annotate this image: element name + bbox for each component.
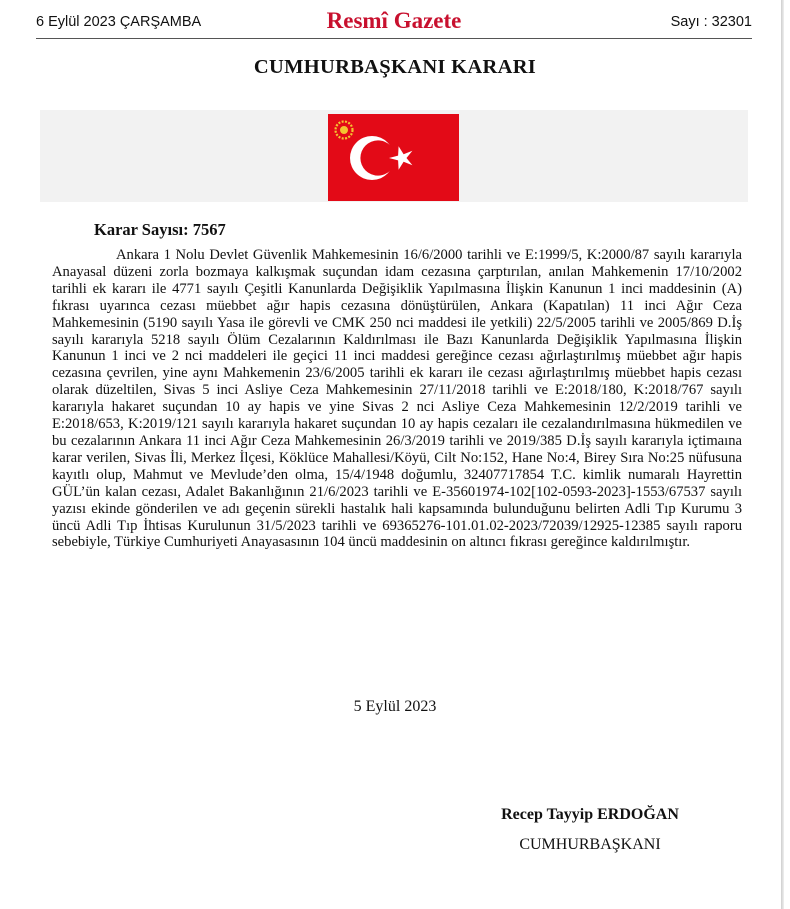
decision-date: 5 Eylül 2023 [353, 698, 437, 715]
decision-number: Karar Sayısı: 7567 [94, 220, 226, 239]
document-title: CUMHURBAŞKANI KARARI [253, 56, 537, 78]
turkish-flag-icon [328, 114, 459, 201]
page-edge-shadow [781, 0, 784, 909]
gazette-header [36, 8, 752, 39]
decision-body: Ankara 1 Nolu Devlet Güvenlik Mahkemesinin 16/6/2000 tarihli ve E:1999/5, K:2000/87 sayılı kararıyla Anayasal düzeni zorla bozmaya kalkışmak suçundan idam cezasına çarptırılan, anılan Mahkemenin 17/10/2002 tarihli ek kararı ile 4771 sayılı Çeşitli Kanunlarda Değişiklik Yapılmasına İlişkin Kanunun 1 inci maddesinin (A) fıkrası uyarınca cezası müebbet ağır hapis cezasına dönüştürülen, Ankara (Kapatılan) 11 inci Ağır Ceza Mahkemesinin (5190 sayılı Yasa ile görevli ve CMK 250 nci maddesi ile yetkili) 22/5/2005 tarihli ve 2005/869 D.İş sayılı kararıyla 5218 sayılı Ölüm Cezalarının Kaldırılması ile Bazı Kanunlarda Değişiklik Yapılmasına İlişkin Kanunun 1 inci ve 2 nci maddeleri ile geçici 11 inci maddesi gereğince cezası ağırlaştırılmış müebbet ağır hapis cezasına çevrilen, yine aynı Mahkemenin 23/6/2005 tarihli ek kararı ile cezası ağırlaştırılmış müebbet hapis cezası olarak düzeltilen, Sivas 5 inci Asliye Ceza Mahkemesinin 27/11/2018 tarihli ve E:2018/180, K:2018/767 sayılı kararıyla hakaret suçundan 10 ay hapis ve yine Sivas 2 nci Asliye Ceza Mahkemesinin 12/2/2019 tarihli ve E:2018/653, K:2019/121 sayılı kararıyla hakaret suçundan 10 ay hapis cezaları ile cezalandırılmasına hükmedilen ve bu cezalarının Ankara 11 inci Ağır Ceza Mahkemesinin 26/3/2019 tarihli ve 2019/385 D.İş sayılı kararıyla içtimaına karar verilen, Sivas İli, Merkez İlçesi, Köklüce Mahallesi/Köyü, Cilt No:152, Hane No:4, Birey Sıra No:25 nüfusuna kayıtlı olup, Mahmut ve Mevlude’den olma, 15/4/1948 doğumlu, 32407717854 T.C. kimlik numaralı Hayrettin GÜL’ün kalan cezası, Adalet Bakanlığının 21/6/2023 tarihli ve E-35601974-102[102-0593-2023]-1553/67537 sayılı yazısı ekinde gönderilen ve adı geçenin sürekli hastalık hali kapsamında bulunduğunu belirten Adli Tıp Kurumu 3 üncü Adli Tıp İhtisas Kurulunun 31/5/2023 tarihli ve 69365276-101.01.02-2023/72039/12925-12385 sayılı raporu sebebiyle, Türkiye Cumhuriyeti Anayasasının 104 üncü maddesinin on altıncı fıkrası gereğince kaldırılmıştır. [52, 247, 742, 551]
gazette-name: Resmî Gazete [326, 8, 462, 33]
header-date: 6 Eylül 2023 ÇARŞAMBA [36, 14, 202, 30]
signatory-title: CUMHURBAŞKANI [519, 836, 661, 853]
signatory-name: Recep Tayyip ERDOĞAN [501, 806, 679, 823]
issue-number: Sayı : 32301 [670, 14, 752, 30]
